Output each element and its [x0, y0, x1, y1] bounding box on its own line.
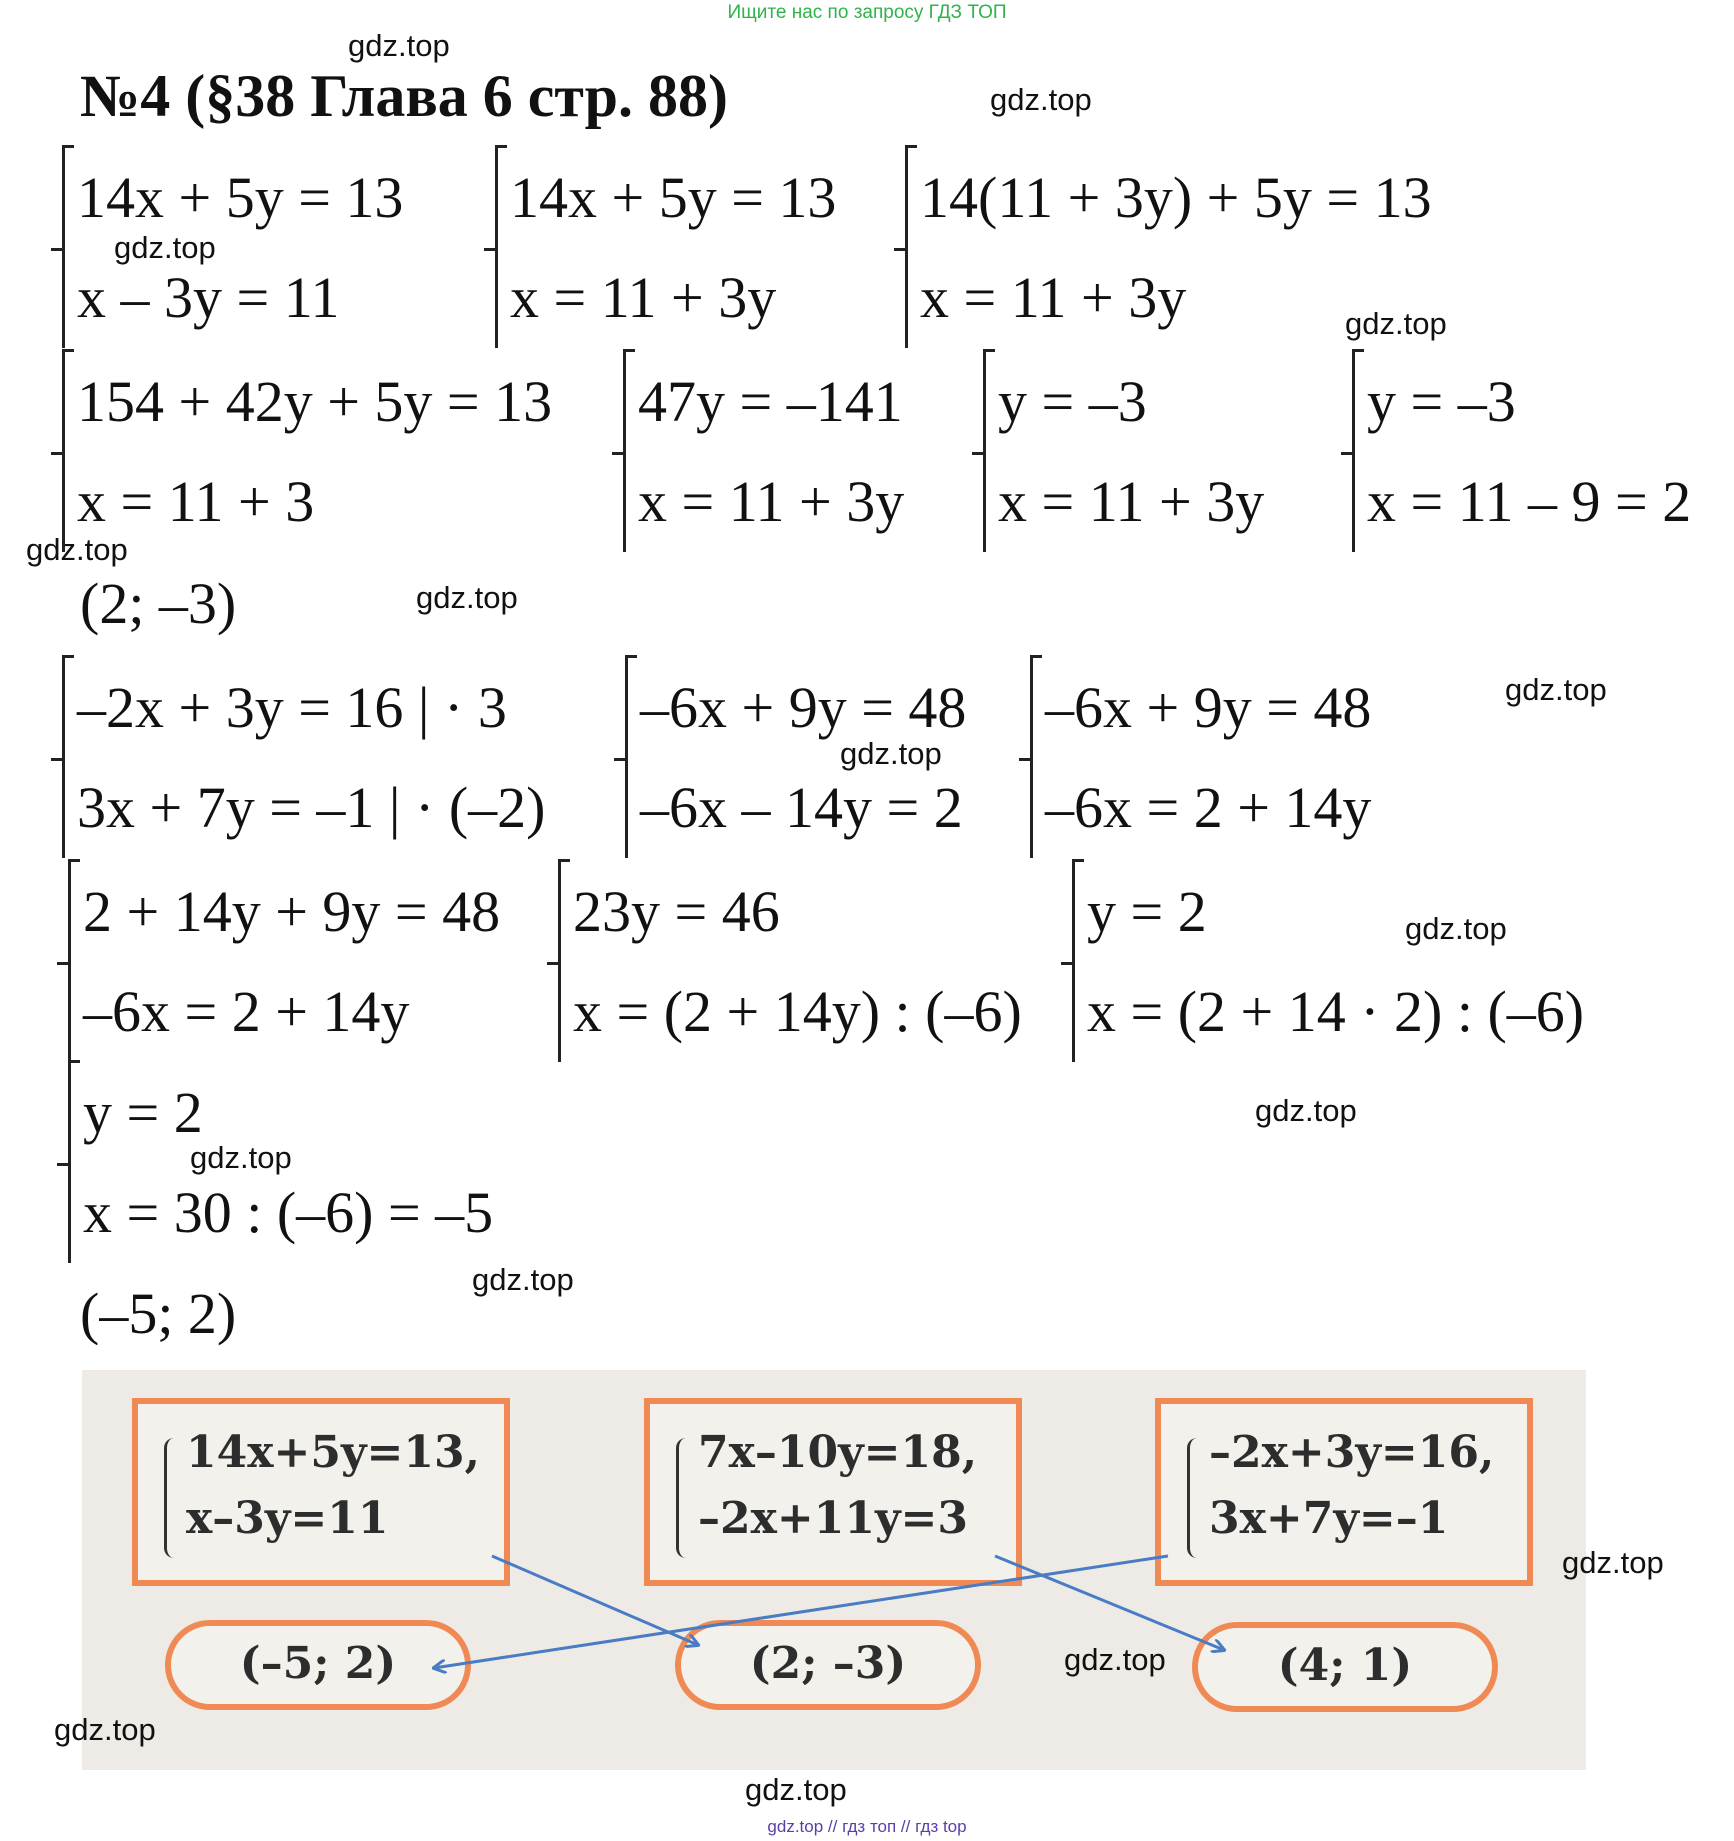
- equation: x = (2 + 14y) : (–6): [573, 979, 1022, 1044]
- equation: –6x = 2 + 14y: [83, 979, 410, 1044]
- equation: –6x + 9y = 48: [640, 675, 967, 740]
- watermark: gdz.top: [1255, 1093, 1357, 1128]
- watermark: gdz.top: [1064, 1642, 1166, 1677]
- equation: 154 + 42y + 5y = 13: [77, 369, 553, 434]
- equation: x = 30 : (–6) = –5: [83, 1180, 494, 1245]
- equation: 14x+5y=13,: [186, 1427, 480, 1478]
- watermark: gdz.top: [1345, 306, 1447, 341]
- solution-pill: (4; 1): [1192, 1622, 1498, 1712]
- watermark: gdz.top: [1562, 1545, 1664, 1580]
- equation: y = –3: [998, 369, 1147, 434]
- equation-system: [905, 148, 1432, 348]
- equation: x = 11 + 3y: [510, 265, 777, 330]
- equation-system: [1030, 658, 1371, 858]
- equation: x = 11 + 3y: [920, 265, 1187, 330]
- equation: x = 11 – 9 = 2: [1367, 469, 1692, 534]
- watermark: gdz.top: [190, 1140, 292, 1175]
- watermark: gdz.top: [745, 1772, 847, 1807]
- equation: y = 2: [1087, 879, 1207, 944]
- matching-arrows: [82, 1370, 1586, 1770]
- equation-system: [983, 352, 1264, 552]
- answer: (2; –3): [80, 571, 237, 636]
- equation: 3x+7y=–1: [1209, 1493, 1449, 1544]
- watermark: gdz.top: [416, 580, 518, 615]
- equation-system: [68, 862, 500, 1062]
- watermark: gdz.top: [54, 1712, 156, 1747]
- equation: –2x + 3y = 16 | · 3: [77, 675, 507, 740]
- equation-system: [625, 658, 966, 858]
- equation: y = 2: [83, 1080, 203, 1145]
- watermark: gdz.top: [1405, 911, 1507, 946]
- equation: –2x+11y=3: [698, 1493, 968, 1544]
- solution-pill: (–5; 2): [165, 1620, 471, 1710]
- equation: 2 + 14y + 9y = 48: [83, 879, 501, 944]
- equation: x = (2 + 14 · 2) : (–6): [1087, 979, 1585, 1044]
- arrow: [995, 1556, 1224, 1650]
- equation-system: [62, 352, 552, 552]
- equation-system: [1072, 862, 1584, 1062]
- answer: (–5; 2): [80, 1281, 237, 1346]
- equation: 14x + 5y = 13: [510, 165, 837, 230]
- equation: 7x–10y=18,: [698, 1427, 978, 1478]
- footer-links: gdz.top // гдз топ // гдз top: [767, 1817, 967, 1836]
- equation: x = 11 + 3y: [998, 469, 1265, 534]
- equation: x = 11 + 3: [77, 469, 315, 534]
- top-note: Ищите нас по запросу ГДЗ ТОП: [727, 2, 1007, 23]
- equation: 3x + 7y = –1 | · (–2): [77, 775, 546, 840]
- equation: –6x + 9y = 48: [1045, 675, 1372, 740]
- equation: 14x + 5y = 13: [77, 165, 404, 230]
- watermark: gdz.top: [114, 230, 216, 265]
- page-title: №4 (§38 Глава 6 стр. 88): [80, 63, 728, 129]
- equation-system: [623, 352, 904, 552]
- equation: 47y = –141: [638, 369, 903, 434]
- equation: x–3y=11: [186, 1493, 389, 1544]
- equation: –6x = 2 + 14y: [1045, 775, 1372, 840]
- watermark: gdz.top: [990, 82, 1092, 117]
- equation: –6x – 14y = 2: [640, 775, 963, 840]
- watermark: gdz.top: [26, 532, 128, 567]
- equation: x = 11 + 3y: [638, 469, 905, 534]
- watermark: gdz.top: [840, 736, 942, 771]
- equation: –2x+3y=16,: [1209, 1427, 1495, 1478]
- equation: x – 3y = 11: [77, 265, 340, 330]
- equation-system: [62, 658, 545, 858]
- equation: 14(11 + 3y) + 5y = 13: [920, 165, 1432, 230]
- textbook-scan: [82, 1370, 1586, 1770]
- watermark: gdz.top: [472, 1262, 574, 1297]
- watermark: gdz.top: [1505, 672, 1607, 707]
- equation-system: [1352, 352, 1691, 552]
- arrow: [434, 1556, 1168, 1668]
- solution-pill: (2; –3): [675, 1620, 981, 1710]
- watermark: gdz.top: [348, 28, 450, 63]
- equation: 23y = 46: [573, 879, 780, 944]
- equation-system: [495, 148, 836, 348]
- equation-system: [558, 862, 1022, 1062]
- equation: y = –3: [1367, 369, 1516, 434]
